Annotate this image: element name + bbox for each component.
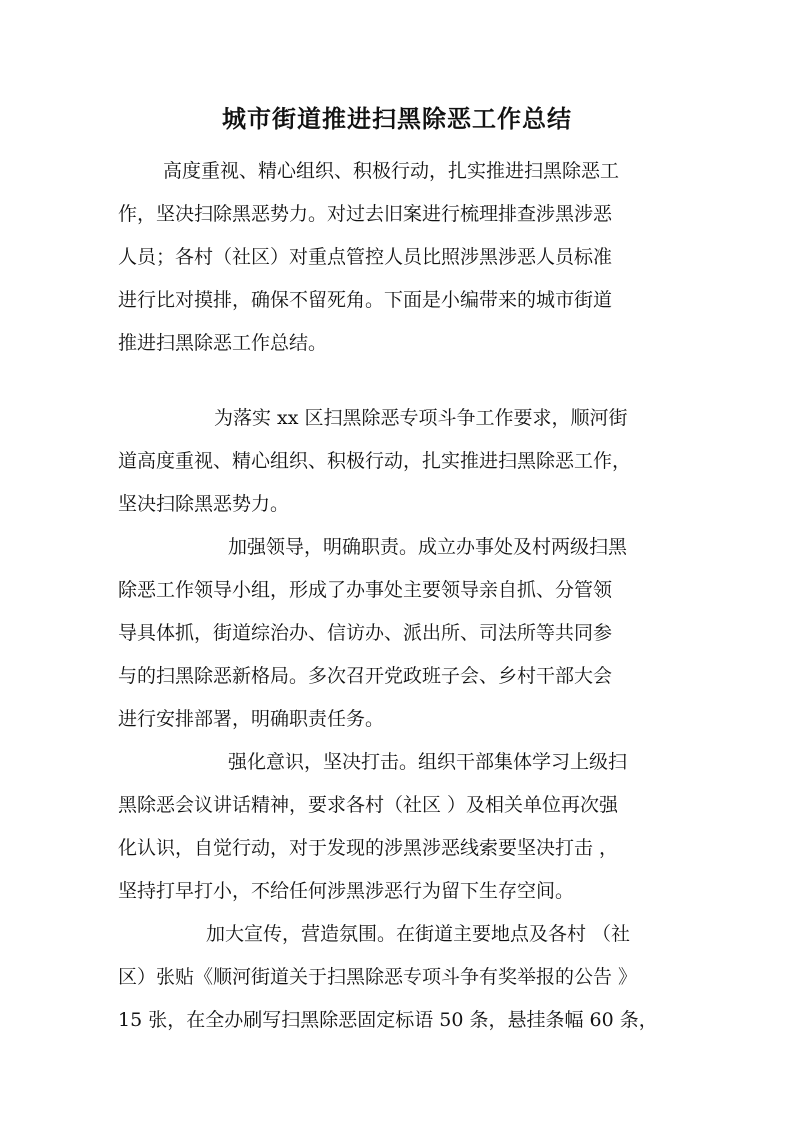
intro-line-2: 作，坚决扫除黑恶势力。对过去旧案进行梳理排查涉黑涉恶 (118, 203, 613, 225)
para1-line-3: 坚决扫除黑恶势力。 (118, 493, 290, 515)
para4-line-2: 区）张贴《顺河街道关于扫黑除恶专项斗争有奖举报的公告 》 (118, 966, 638, 988)
para4-line-3: 15 张，在全办刷写扫黑除恶固定标语 50 条，悬挂条幅 60 条， (118, 1009, 658, 1031)
para3-line-2: 黑除恶会议讲话精神，要求各村（社区 ）及相关单位再次强 (118, 794, 619, 816)
para2-line-5: 进行安排部署，明确职责任务。 (118, 708, 385, 730)
intro-line-4: 进行比对摸排，确保不留死角。下面是小编带来的城市街道 (118, 289, 613, 311)
para2-line-1: 加强领导，明确职责。成立办事处及村两级扫黑 (228, 536, 628, 558)
intro-line-1: 高度重视、精心组织、积极行动，扎实推进扫黑除恶工 (163, 160, 620, 182)
intro-line-3: 人员；各村（社区）对重点管控人员比照涉黑涉恶人员标准 (118, 246, 613, 268)
para2-line-2: 除恶工作领导小组，形成了办事处主要领导亲自抓、分管领 (118, 579, 613, 601)
para4-line-1: 加大宣传，营造氛围。在街道主要地点及各村 （社 (206, 923, 631, 945)
para2-line-3: 导具体抓，街道综治办、信访办、派出所、司法所等共同参 (118, 622, 613, 644)
para1-line-2: 道高度重视、精心组织、积极行动，扎实推进扫黑除恶工作， (118, 450, 632, 472)
para3-line-4: 坚持打早打小，不给任何涉黑涉恶行为留下生存空间。 (118, 880, 575, 902)
para2-line-4: 与的扫黑除恶新格局。多次召开党政班子会、乡村干部大会 (118, 665, 613, 687)
para3-line-3: 化认识，自觉行动，对于发现的涉黑涉恶线索要坚决打击 ， (118, 837, 619, 859)
para3-line-1: 强化意识，坚决打击。组织干部集体学习上级扫 (228, 751, 628, 773)
intro-line-5: 推进扫黑除恶工作总结。 (118, 332, 328, 354)
document-title: 城市街道推进扫黑除恶工作总结 (222, 105, 572, 133)
para1-line-1: 为落实 xx 区扫黑除恶专项斗争工作要求，顺河街 (214, 407, 628, 429)
